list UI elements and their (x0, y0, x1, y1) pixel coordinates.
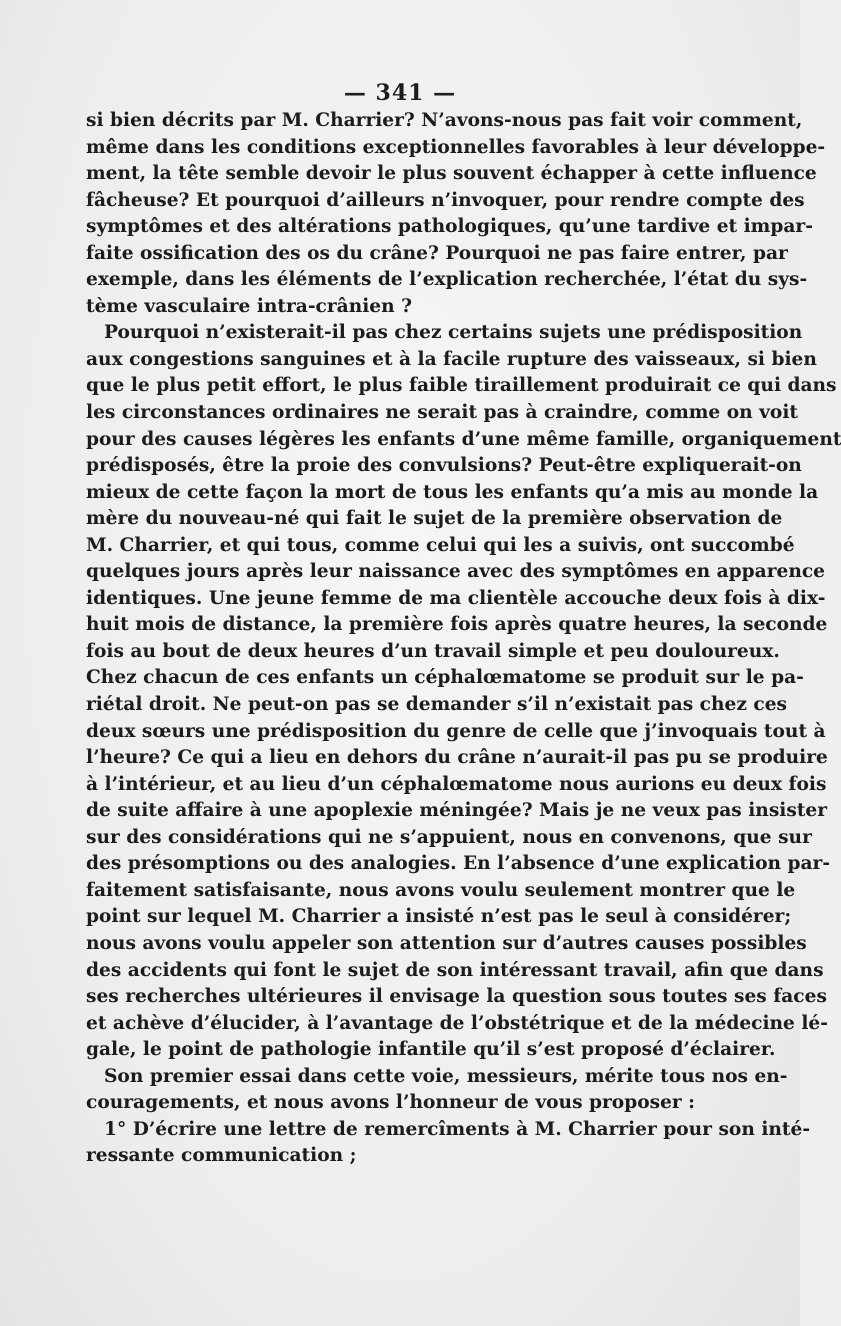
text-line: point sur lequel M. Charrier a insisté n’est pas le seul à considérer; (86, 906, 792, 928)
text-line: 1° D’écrire une lettre de remercîments à M. Charrier pour son inté- (104, 1118, 811, 1140)
text-line: ressante communication ; (86, 1145, 357, 1167)
text-line: deux sœurs une prédisposition du genre de celle que j’invoquais tout à (86, 720, 826, 742)
text-line: que le plus petit effort, le plus faible tiraillement produirait ce qui dans (86, 375, 837, 397)
text-line: mieux de cette façon la mort de tous les enfants qu’a mis au monde la (86, 481, 819, 503)
text-line: l’heure? Ce qui a lieu en dehors du crâne n’aurait-il pas pu se produire (86, 747, 828, 769)
text-line: aux congestions sanguines et à la facile rupture des vaisseaux, si bien (86, 348, 817, 370)
text-line: pour des causes légères les enfants d’une même famille, organiquement (86, 428, 841, 450)
text-line: si bien décrits par M. Charrier? N’avons-nous pas fait voir comment, (86, 110, 803, 131)
text-line: mère du nouveau-né qui fait le sujet de la première observation de (86, 508, 783, 530)
text-line: faite ossification des os du crâne? Pourquoi ne pas faire entrer, par (86, 242, 788, 264)
text-line: quelques jours après leur naissance avec des symptômes en apparence (86, 561, 825, 583)
text-line: Pourquoi n’existerait-il pas chez certains sujets une prédisposition (104, 322, 803, 344)
text-line: même dans les conditions exceptionnelles favorables à leur développe- (86, 136, 826, 158)
text-line: sur des considérations qui ne s’appuient, nous en convenons, que sur (86, 826, 812, 848)
text-line: Chez chacun de ces enfants un céphalœmatome se produit sur le pa- (86, 667, 804, 689)
text-line: ment, la tête semble devoir le plus souvent échapper à cette influence (86, 163, 817, 185)
text-line: Son premier essai dans cette voie, messieurs, mérite tous nos en- (104, 1065, 788, 1087)
text-line: fâcheuse? Et pourquoi d’ailleurs n’invoquer, pour rendre compte des (86, 189, 805, 211)
text-line: couragements, et nous avons l’honneur de vous proposer : (86, 1092, 696, 1114)
text-line: riétal droit. Ne peut-on pas se demander s’il n’existait pas chez ces (86, 694, 787, 716)
text-line: identiques. Une jeune femme de ma clientèle accouche deux fois à dix- (86, 587, 826, 609)
text-line: tème vasculaire intra-crânien ? (86, 295, 413, 317)
text-line: gale, le point de pathologie infantile qu’il s’est proposé d’éclairer. (86, 1039, 776, 1061)
body-text (86, 108, 841, 1170)
text-line: des présomptions ou des analogies. En l’absence d’une explication par- (86, 853, 831, 875)
text-line: et achève d’élucider, à l’avantage de l’obstétrique et de la médecine lé- (86, 1012, 828, 1034)
text-line: des accidents qui font le sujet de son intéressant travail, afin que dans (86, 959, 824, 981)
text-line: à l’intérieur, et au lieu d’un céphalœmatome nous aurions eu deux fois (86, 773, 827, 795)
text-line: faitement satisfaisante, nous avons voulu seulement montrer que le (86, 879, 796, 901)
page-number: — 341 — (343, 80, 457, 106)
text-line: les circonstances ordinaires ne serait pas à craindre, comme on voit (86, 402, 798, 424)
text-line: de suite affaire à une apoplexie méningée? Mais je ne veux pas insister (86, 800, 828, 822)
text-line: M. Charrier, et qui tous, comme celui qui les a suivis, ont succombé (86, 534, 795, 556)
text-line: fois au bout de deux heures d’un travail simple et peu douloureux. (86, 640, 780, 662)
text-line: symptômes et des altérations pathologiques, qu’une tardive et impar- (86, 216, 813, 238)
text-line: ses recherches ultérieures il envisage la question sous toutes ses faces (86, 986, 827, 1008)
text-line: prédisposés, être la proie des convulsions? Peut-être expliquerait-on (86, 455, 802, 477)
text-line: huit mois de distance, la première fois après quatre heures, la seconde (86, 614, 828, 636)
text-line: exemple, dans les éléments de l’explication recherchée, l’état du sys- (86, 269, 808, 291)
text-line: nous avons voulu appeler son attention sur d’autres causes possibles (86, 932, 807, 954)
